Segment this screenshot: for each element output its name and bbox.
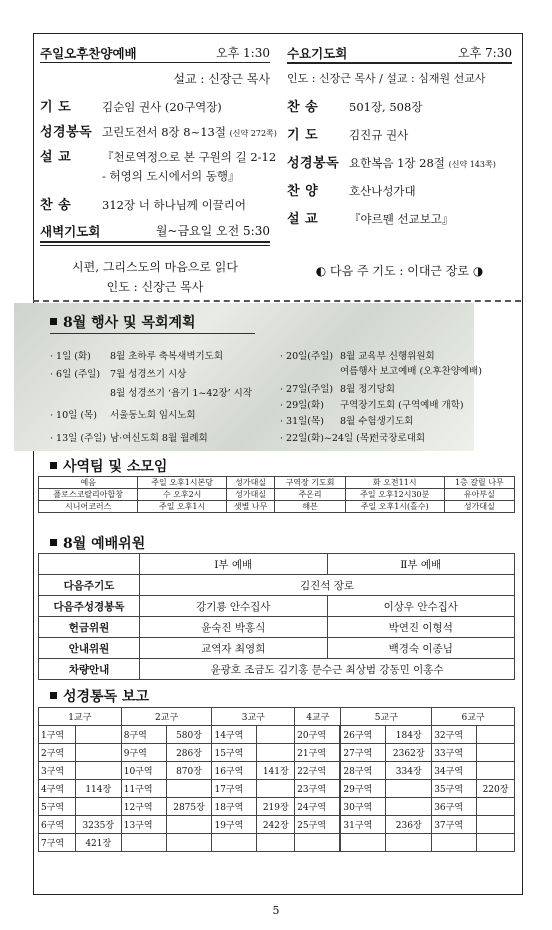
sunday-row-sermon: 설 교 『천로역정으로 본 구원의 길 2-12 xyxy=(40,150,277,165)
table-row: 시니어코러스 주일 오후1시 샛별 나무 해븐 주일 오후1시(홀수) 성가대실 xyxy=(39,501,515,513)
table-row: 7구역 421장 xyxy=(39,834,515,852)
dawn-line-1: 시편, 그리스도의 마음으로 읽다 xyxy=(72,260,238,274)
events-title: 8월 행사 및 목회계획 xyxy=(50,312,196,332)
table-row: 헌금위원 윤숙진 박홍식 박연진 이형석 xyxy=(39,617,515,638)
sunday-pm-preacher: 설교 : 신장근 목사 xyxy=(173,72,270,86)
wednesday-title: 수요기도회 xyxy=(287,46,348,61)
divider xyxy=(287,62,512,64)
divider xyxy=(50,333,255,334)
page-number: 5 xyxy=(272,904,280,917)
sunday-pm-title: 주일오후찬양예배 xyxy=(40,46,137,61)
table-row: 5구역 12구역 2875장 18구역 219장 24구역 30구역 36구역 xyxy=(39,798,515,816)
event-right-3: · 29일(화) 구역장기도회 (구역예배 개학) xyxy=(280,400,464,411)
wed-row-choir: 찬 양 호산나성가대 xyxy=(287,184,416,199)
event-left-3: · 10일 (목) 서울동노회 임시노회 xyxy=(50,410,196,421)
table-row: 3구역 10구역 870장 16구역 141장 22구역 28구역 334장 34구역 xyxy=(39,762,515,780)
ministry-title: 사역팀 및 소모임 xyxy=(50,456,167,476)
table-row: 다음주기도 김진석 장로 xyxy=(39,575,515,596)
wednesday-leader: 인도 : 신장근 목사 / 설교 : 심재원 선교사 xyxy=(287,72,486,85)
table-row: 1교구 2교구 3교구 4교구 5교구 6교구 xyxy=(39,708,515,726)
sunday-row-sermon-sub: - 허영의 도시에서의 동행』 xyxy=(102,169,240,183)
event-right-1: 여름행사 보고예배 (오후찬양예배) xyxy=(340,366,482,377)
dawn-title: 새벽기도회 xyxy=(40,224,101,239)
event-left-1: · 6일 (주일) 7월 성경쓰기 시상 xyxy=(50,369,187,380)
sunday-row-prayer: 기 도 김순임 권사 (20구역장) xyxy=(40,100,222,115)
table-row: 2구역 9구역 286장 15구역 21구역 27구역 2362장 33구역 xyxy=(39,744,515,762)
table-row: 차량안내 윤광호 조금도 김기홍 문수근 최상범 강동민 이홍수 xyxy=(39,659,515,680)
wed-row-sermon: 설 교 『야르뭰 선교보고』 xyxy=(287,212,454,227)
table-row: 6구역 3235장 13구역 19구역 242장 25구역 31구역 236장 37구역 xyxy=(39,816,515,834)
dawn-time: 월~금요일 오전 5:30 xyxy=(155,224,270,238)
table-row: Ⅰ부 예배 Ⅱ부 예배 xyxy=(39,554,515,575)
ministry-table xyxy=(38,476,515,513)
wed-row-hymn: 찬 송 501장, 508장 xyxy=(287,100,423,115)
next-prayer: ◐ 다음 주 기도 : 이대근 장로 ◑ xyxy=(315,264,484,278)
worship-staff-table xyxy=(38,553,515,680)
table-row: 예음 주일 오후1시본당 성가대실 구역장 기도회 화 오전11시 1층 갈릴 나무 xyxy=(39,477,515,489)
event-left-2: 8월 성경쓰기 ‘욥기 1~42장’ 시작 xyxy=(110,388,253,399)
table-row: 다음주성경봉독 강기룡 안수집사 이상우 안수집사 xyxy=(39,596,515,617)
sunday-row-reading: 성경봉독 고린도전서 8장 8~13절 (신약 272쪽) xyxy=(40,125,277,140)
wed-row-reading: 성경봉독 요한복음 1장 28절 (신약 143쪽) xyxy=(287,156,496,171)
event-right-5: · 22일(화)~24일 (목)전국장로대회 xyxy=(280,433,426,444)
wednesday-time: 오후 7:30 xyxy=(458,46,512,60)
event-right-2: · 27일(주일) 8월 정기당회 xyxy=(280,384,395,395)
table-row: 4구역 114장 11구역 17구역 23구역 29구역 35구역 220장 xyxy=(39,780,515,798)
event-left-4: · 13일 (주일) 남·여신도회 8월 월례회 xyxy=(50,433,208,444)
bible-reading-title: 성경통독 보고 xyxy=(50,686,149,706)
sunday-row-hymn: 찬 송 312장 너 하나님께 이끌리어 xyxy=(40,198,247,213)
table-row: 1구역 8구역 580장 14구역 20구역 26구역 184장 32구역 xyxy=(39,726,515,744)
divider xyxy=(40,241,270,243)
wed-row-prayer: 기 도 김진규 권사 xyxy=(287,128,409,143)
event-right-4: · 31일(목) 8월 수험생기도회 xyxy=(280,416,414,427)
event-right-0: · 20일(주일) 8월 교육부 신행위원회 xyxy=(280,351,435,362)
dawn-line-2: 인도 : 신장근 목사 xyxy=(106,280,204,294)
worship-staff-title: 8월 예배위원 xyxy=(50,533,145,553)
table-row: 안내위원 교역자 최영희 백경숙 이종님 xyxy=(39,638,515,659)
divider xyxy=(33,300,521,302)
table-row: 플로스코랄리아합창 수 오후2시 성가대실 주온리 주일 오후12시30분 유아부실 xyxy=(39,489,515,501)
divider xyxy=(40,245,270,246)
bible-reading-table xyxy=(38,707,515,852)
divider xyxy=(40,62,270,63)
event-left-0: · 1일 (화) 8월 초하루 축복새벽기도회 xyxy=(50,351,224,362)
sunday-pm-time: 오후 1:30 xyxy=(216,46,270,60)
